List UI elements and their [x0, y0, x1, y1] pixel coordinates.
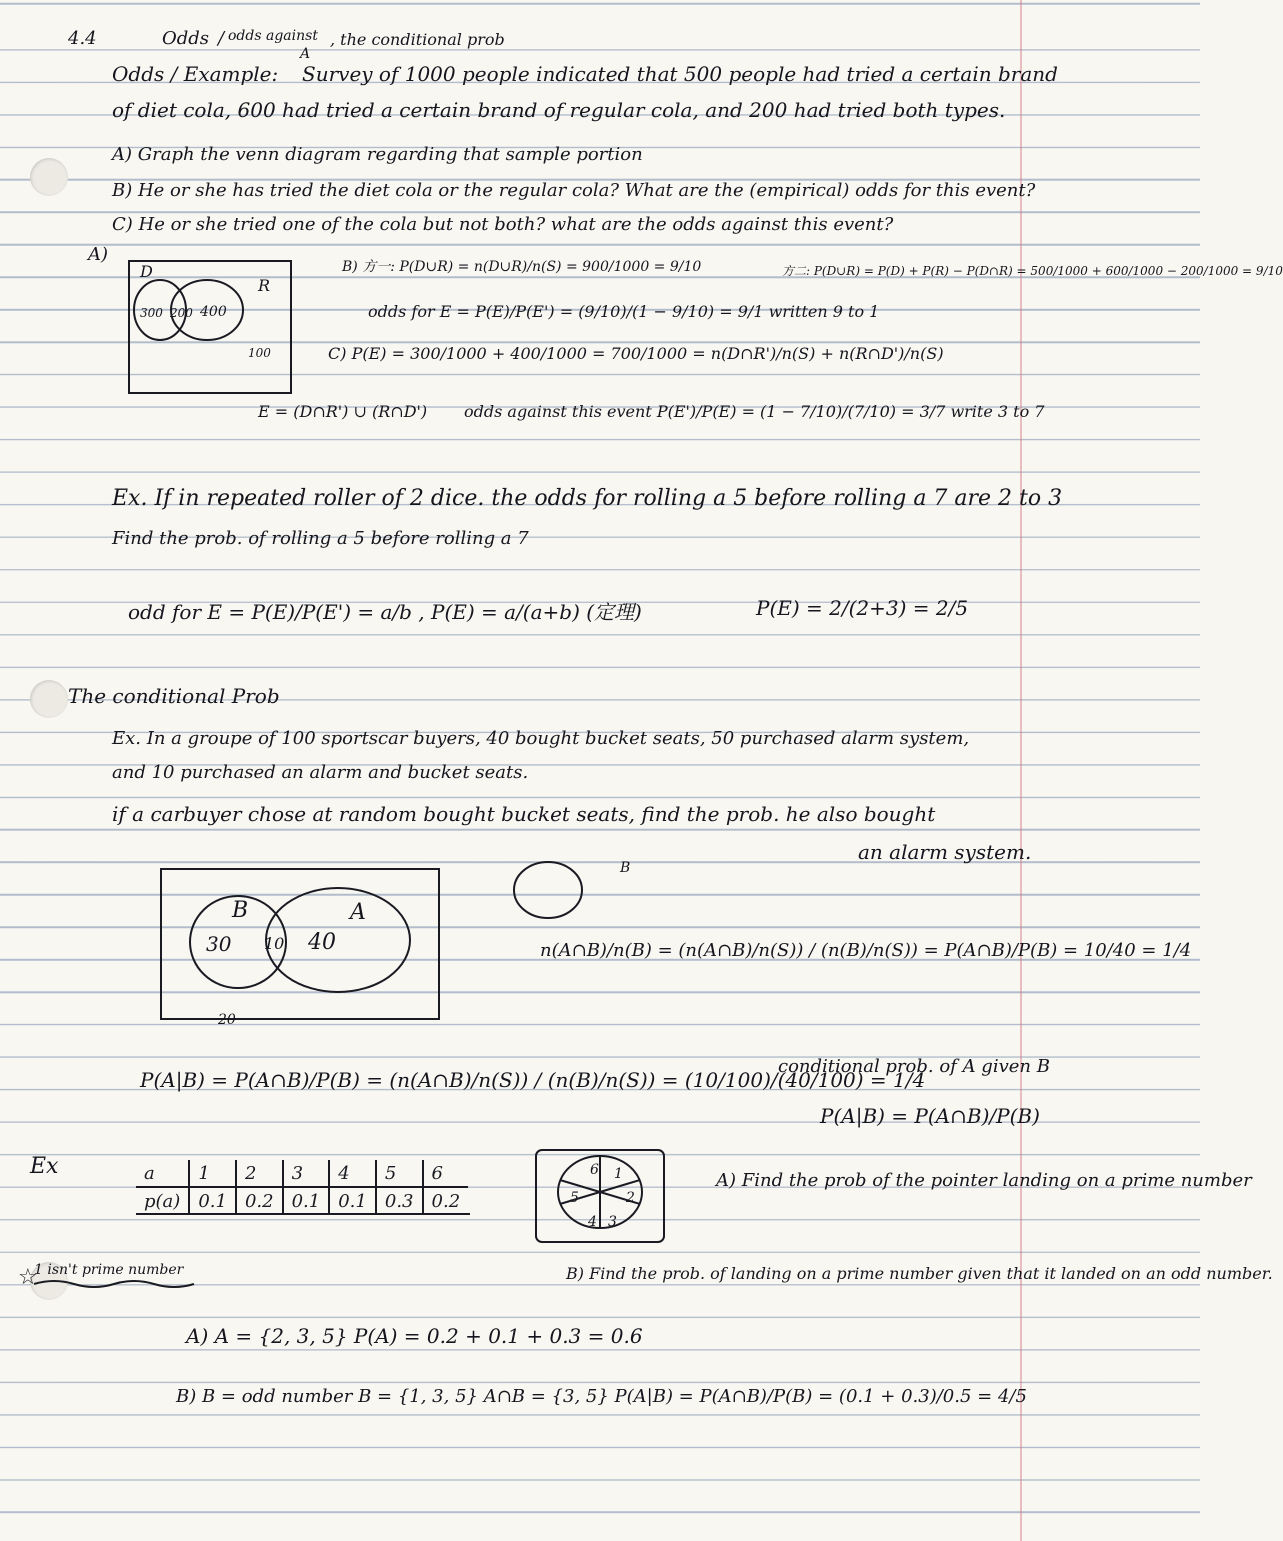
venn2-label-bucket: B — [232, 898, 249, 923]
part-b-method1: B) 方一: P(D∪R) = n(D∪R)/n(S) = 900/1000 = 9/10 — [342, 259, 702, 275]
venn-outside: 100 — [248, 346, 271, 360]
odds-example-heading: Odds / Example: — [112, 62, 279, 86]
venn2-outside: 20 — [218, 1012, 236, 1028]
conditional-heading: The conditional Prob — [68, 684, 280, 708]
header-title-conditional: , the conditional prob — [330, 30, 505, 49]
star-icon: ☆ — [18, 1265, 38, 1290]
part-b-odds: odds for E = P(E)/P(E') = (9/10)/(1 − 9/10) = 9/1 written 9 to 1 — [368, 302, 880, 321]
table-head-2: 2 — [236, 1160, 283, 1187]
conditional-note: conditional prob. of A given B — [778, 1056, 1050, 1077]
binder-hole — [30, 680, 68, 718]
venn-both: 200 — [170, 306, 193, 320]
table-head-1: 1 — [189, 1160, 236, 1187]
table-val-3: 0.1 — [283, 1187, 330, 1214]
spinner-box — [536, 1150, 664, 1242]
dice-answer: P(E) = 2/(2+3) = 2/5 — [756, 596, 969, 620]
table-head-3: 3 — [283, 1160, 330, 1187]
header-title-odds: Odds — [162, 28, 210, 49]
part-c-odds-against: odds against this event P(E')/P(E) = (1 − 7/10)/(7/10) = 3/7 write 3 to 7 — [464, 402, 1045, 421]
circle-side-label: B — [620, 860, 631, 876]
spinner-num-6: 6 — [590, 1162, 599, 1178]
odds-example-line1: Survey of 1000 people indicated that 500 people had tried a certain brand — [302, 62, 1058, 86]
conditional-line1: Ex. In a groupe of 100 sportscar buyers, 40 bought bucket seats, 50 purchased alarm system, — [112, 728, 970, 749]
venn2-both: 10 — [264, 934, 285, 953]
conditional-line3: if a carbuyer chose at random bought bucket seats, find the prob. he also bought — [112, 802, 936, 826]
table-val-label: p(a) — [144, 1190, 181, 1212]
spinner-example-label: Ex — [30, 1154, 59, 1179]
venn-only-diet: 300 — [140, 306, 163, 320]
conditional-work-row2: P(A|B) = P(A∩B)/P(B) = (n(A∩B)/n(S)) / (n(B)/n(S)) = (10/100)/(40/100) = 1/4 — [140, 1068, 926, 1092]
conditional-line2: and 10 purchased an alarm and bucket seats. — [112, 762, 529, 783]
table-val-5: 0.3 — [376, 1187, 423, 1214]
spinner-question-a: A) Find the prob of the pointer landing on a prime number — [716, 1170, 1252, 1191]
side-circle-b — [514, 862, 582, 918]
venn-label-diet: D — [140, 262, 153, 281]
conditional-formula: P(A|B) = P(A∩B)/P(B) — [820, 1104, 1040, 1128]
odds-question-c: C) He or she tried one of the cola but not both? what are the odds against this event? — [112, 214, 894, 235]
header-title-odds-against: odds against — [228, 28, 318, 44]
section-number: 4.4 — [68, 28, 97, 49]
dice-odds-formula: odd for E = P(E)/P(E') = a/b , P(E) = a/(a+b) (定理) — [128, 600, 642, 624]
part-b-method2: 方二: P(D∪R) = P(D) + P(R) − P(D∩R) = 500/1000 + 600/1000 − 200/1000 = 9/10 — [782, 264, 1283, 278]
spinner-question-b: B) Find the prob. of landing on a prime number given that it landed on an odd number. — [566, 1264, 1273, 1283]
probability-table — [136, 1160, 468, 1214]
spinner-answer-a: A) A = {2, 3, 5} P(A) = 0.2 + 0.1 + 0.3 = 0.6 — [186, 1324, 643, 1348]
odds-question-b: B) He or she has tried the diet cola or the regular cola? What are the (empirical) odds for this event? — [112, 180, 1036, 201]
conditional-line4: an alarm system. — [858, 840, 1032, 864]
venn-diagram-car — [160, 868, 440, 1020]
spinner-num-3: 3 — [608, 1214, 617, 1230]
binder-hole — [30, 158, 68, 196]
prime-note: 1 isn't prime number — [34, 1262, 184, 1278]
spinner-num-2: 2 — [626, 1190, 635, 1206]
margin-line — [1020, 0, 1022, 1541]
header-label-a: A — [300, 46, 311, 62]
table-val-1: 0.1 — [189, 1187, 236, 1214]
venn2-label-alarm: A — [350, 900, 366, 925]
table-head-6: 6 — [423, 1160, 469, 1187]
venn-label-regular: R — [258, 276, 271, 295]
spinner-num-1: 1 — [614, 1166, 623, 1182]
table-val-4: 0.1 — [329, 1187, 376, 1214]
venn2-only-bucket: 30 — [206, 932, 232, 956]
spinner-num-5: 5 — [570, 1190, 579, 1206]
table-head-5: 5 — [376, 1160, 423, 1187]
table-val-2: 0.2 — [236, 1187, 283, 1214]
table-head-4: 4 — [329, 1160, 376, 1187]
venn-only-regular: 400 — [200, 304, 227, 320]
venn2-only-alarm: 40 — [308, 930, 336, 955]
header-slash: / — [218, 28, 225, 49]
spinner-num-4: 4 — [588, 1214, 597, 1230]
odds-example-line2: of diet cola, 600 had tried a certain brand of regular cola, and 200 had tried both types. — [112, 98, 1006, 122]
dice-example-line1: Ex. If in repeated roller of 2 dice. the odds for rolling a 5 before rolling a 7 are 2 to 3 — [112, 486, 1063, 511]
conditional-work-row1: n(A∩B)/n(B) = (n(A∩B)/n(S)) / (n(B)/n(S)) = P(A∩B)/P(B) = 10/40 = 1/4 — [540, 940, 1192, 961]
answer-a-label: A) — [88, 244, 109, 265]
spinner-answer-b: B) B = odd number B = {1, 3, 5} A∩B = {3, 5} P(A|B) = P(A∩B)/P(B) = (0.1 + 0.3)/0.5 = 4/5 — [176, 1386, 1027, 1407]
table-val-6: 0.2 — [423, 1187, 469, 1214]
odds-question-a: A) Graph the venn diagram regarding that sample portion — [112, 144, 643, 165]
part-c-prob: C) P(E) = 300/1000 + 400/1000 = 700/1000 = n(D∩R')/n(S) + n(R∩D')/n(S) — [328, 344, 944, 363]
table-head-a: a — [136, 1160, 189, 1187]
part-c-event: E = (D∩R') ∪ (R∩D') — [258, 402, 428, 421]
dice-example-line2: Find the prob. of rolling a 5 before rolling a 7 — [112, 528, 529, 549]
